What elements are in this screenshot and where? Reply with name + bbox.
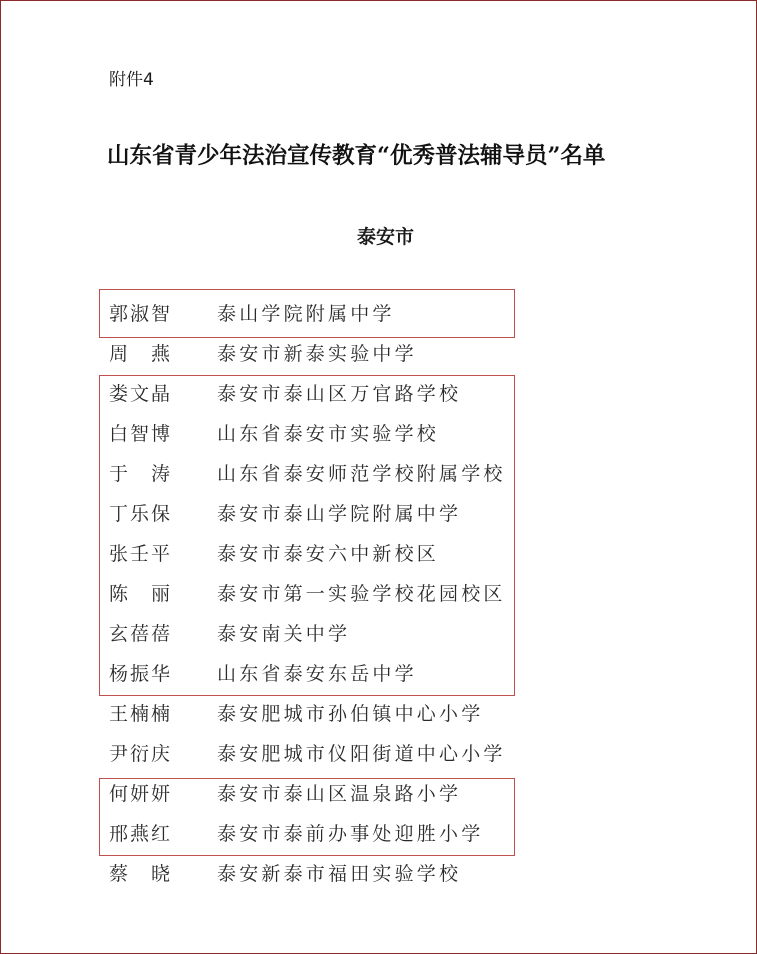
- person-name: 尹衍庆: [109, 743, 173, 765]
- school-name: 山东省泰安市实验学校: [217, 423, 440, 445]
- list-item: [109, 779, 461, 809]
- list-item: [109, 859, 461, 889]
- school-name: 泰安南关中学: [217, 623, 351, 645]
- person-name: 周 燕: [109, 343, 173, 365]
- person-name: 娄文晶: [109, 383, 173, 405]
- document-title: 山东省青少年法治宣传教育“优秀普法辅导员”名单: [107, 143, 606, 169]
- person-name: 蔡 晓: [109, 863, 173, 885]
- person-name: 丁乐保: [109, 503, 173, 525]
- person-name: 于 涛: [109, 463, 173, 485]
- person-name: 杨振华: [109, 663, 173, 685]
- person-name: 白智博: [109, 423, 173, 445]
- city-heading: 泰安市: [356, 226, 414, 248]
- list-item: [109, 299, 395, 329]
- person-name: 邢燕红: [109, 823, 173, 845]
- person-name: 玄蓓蓓: [109, 623, 173, 645]
- person-name: 王楠楠: [109, 703, 173, 725]
- school-name: 泰安肥城市孙伯镇中心小学: [217, 703, 484, 725]
- school-name: 泰山学院附属中学: [217, 303, 395, 325]
- list-item: [109, 739, 506, 769]
- list-item: [109, 499, 461, 529]
- school-name: 泰安市泰安六中新校区: [217, 543, 440, 565]
- school-name: 泰安新泰市福田实验学校: [217, 863, 462, 885]
- school-name: 泰安市第一实验学校花园校区: [217, 583, 506, 605]
- school-name: 泰安市泰山区温泉路小学: [217, 783, 462, 805]
- person-name: 何妍妍: [109, 783, 173, 805]
- school-name: 山东省泰安师范学校附属学校: [217, 463, 506, 485]
- list-item: [109, 379, 461, 409]
- school-name: 山东省泰安东岳中学: [217, 663, 417, 685]
- school-name: 泰安市新泰实验中学: [217, 343, 417, 365]
- list-item: [109, 459, 506, 489]
- school-name: 泰安市泰前办事处迎胜小学: [217, 823, 484, 845]
- school-name: 泰安肥城市仪阳街道中心小学: [217, 743, 506, 765]
- list-item: [109, 659, 417, 689]
- list-item: [109, 339, 417, 369]
- list-item: [109, 539, 439, 569]
- list-item: [109, 579, 506, 609]
- school-name: 泰安市泰山区万官路学校: [217, 383, 462, 405]
- attachment-label: 附件4: [109, 70, 154, 90]
- list-item: [109, 419, 439, 449]
- school-name: 泰安市泰山学院附属中学: [217, 503, 462, 525]
- person-name: 陈 丽: [109, 583, 173, 605]
- list-item: [109, 619, 350, 649]
- person-name: 张壬平: [109, 543, 173, 565]
- person-name: 郭淑智: [109, 303, 173, 325]
- list-item: [109, 699, 483, 729]
- list-item: [109, 819, 483, 849]
